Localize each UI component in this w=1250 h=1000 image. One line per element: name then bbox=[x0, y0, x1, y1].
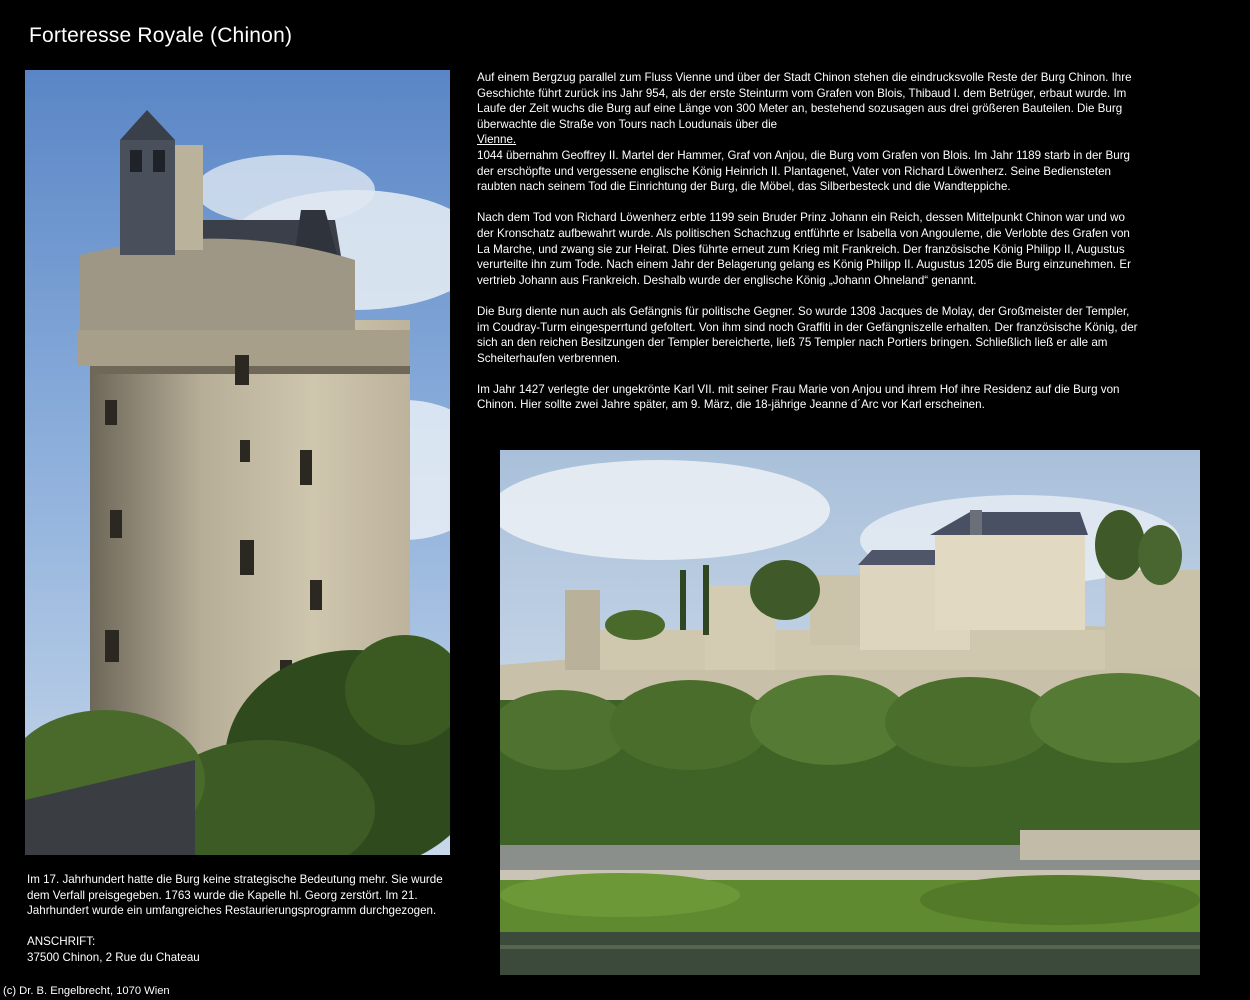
copyright-notice: (c) Dr. B. Engelbrecht, 1070 Wien bbox=[3, 985, 170, 997]
history-paragraph-4: Im Jahr 1427 verlegte der ungekrönte Karl VII. mit seiner Frau Marie von Anjou und ihrem Hof ihre Residenz auf die Burg von Chinon. Hier sollte zwei Jahre später, am 9. März, die 18-jährige Jeanne d´Arc vor Karl erscheinen. bbox=[477, 382, 1120, 412]
address-value: 37500 Chinon, 2 Rue du Chateau bbox=[27, 950, 200, 964]
history-paragraph-2: Nach dem Tod von Richard Löwenherz erbte 1199 sein Bruder Prinz Johann ein Reich, dessen Mittelpunkt Chinon war und wo der Kronschatz aufbewahrt wurde. Als politischen Schachzug entführte er Isabella von Angouleme, die Verlobte des Grafen von La Marche, und zwang sie zur Heirat. Dies führte erneut zum Krieg mit Frankreich. Der französische König Philipp II, Augustus verurteilte ihn zum Tode. Nach einem Jahr der Belagerung gelang es König Philipp II. Augustus 1205 die Burg einzunehmen. Er vertrieb Johann aus Frankreich. Deshalb wurde der englische König „Johann Ohneland“ genannt. bbox=[477, 211, 1131, 287]
address-label: ANSCHRIFT: bbox=[27, 935, 96, 949]
history-paragraph-3: Die Burg diente nun auch als Gefängnis für politische Gegner. So wurde 1308 Jacques de Molay, der Großmeister der Templer, im Coudray-Turm eingesperrtund gefoltert. Von ihm sind noch Graffiti in der Gefängniszelle erhalten. Der französische König, der sich an den reichen Besitzungen der Templer bereicherte, ließ 75 Templer nach Portiers bringen. Schließlich ließ er alle am Scheiterhaufen verbrennen. bbox=[477, 304, 1138, 365]
tower-photo-graphic bbox=[25, 70, 450, 855]
history-paragraph-1-text: Auf einem Bergzug parallel zum Fluss Vienne und über der Stadt Chinon stehen die eindrucksvolle Reste der Burg Chinon. Ihre Geschichte führt zurück ins Jahr 954, als der erste Steinturm vom Grafen von Blois, Thibaud I. dem Betrüger, erbaut wurde. Im Laufe der Zeit wuchs die Burg auf eine Länge von 300 Meter an, bestehend sozusagen aus drei größeren Bauteilen. Die Burg überwachte die Straße von Tours nach Loudunais über die bbox=[477, 71, 1132, 131]
vienne-link[interactable]: Vienne. bbox=[477, 133, 517, 147]
address-block bbox=[27, 934, 447, 965]
tower-photo[interactable] bbox=[25, 70, 450, 855]
page-title: Forteresse Royale (Chinon) bbox=[29, 24, 293, 47]
castle-photo[interactable] bbox=[500, 450, 1200, 975]
history-text bbox=[477, 70, 1142, 429]
history-paragraph-1-continuation: 1044 übernahm Geoffrey II. Martel der Hammer, Graf von Anjou, die Burg vom Grafen von Blois. Im Jahr 1189 starb in der Burg der erschöpfte und vergessene englische König Heinrich II. Plantagenet, Vater von Richard Löwenherz. Seine Bediensteten raubten nach seinem Tod die Einrichtung der Burg, die Möbel, das Silberbesteck und die Wandteppiche. bbox=[477, 148, 1131, 194]
late-history-paragraph: Im 17. Jahrhundert hatte die Burg keine strategische Bedeutung mehr. Sie wurde dem Verfall preisgegeben. 1763 wurde die Kapelle hl. Georg zerstört. Im 21. Jahrhundert wurde ein umfangreiches Restaurierungsprogramm durchgezogen. bbox=[27, 873, 443, 918]
history-paragraph-1 bbox=[477, 70, 1142, 195]
castle-photo-graphic bbox=[500, 450, 1200, 975]
late-history-text bbox=[27, 872, 447, 966]
